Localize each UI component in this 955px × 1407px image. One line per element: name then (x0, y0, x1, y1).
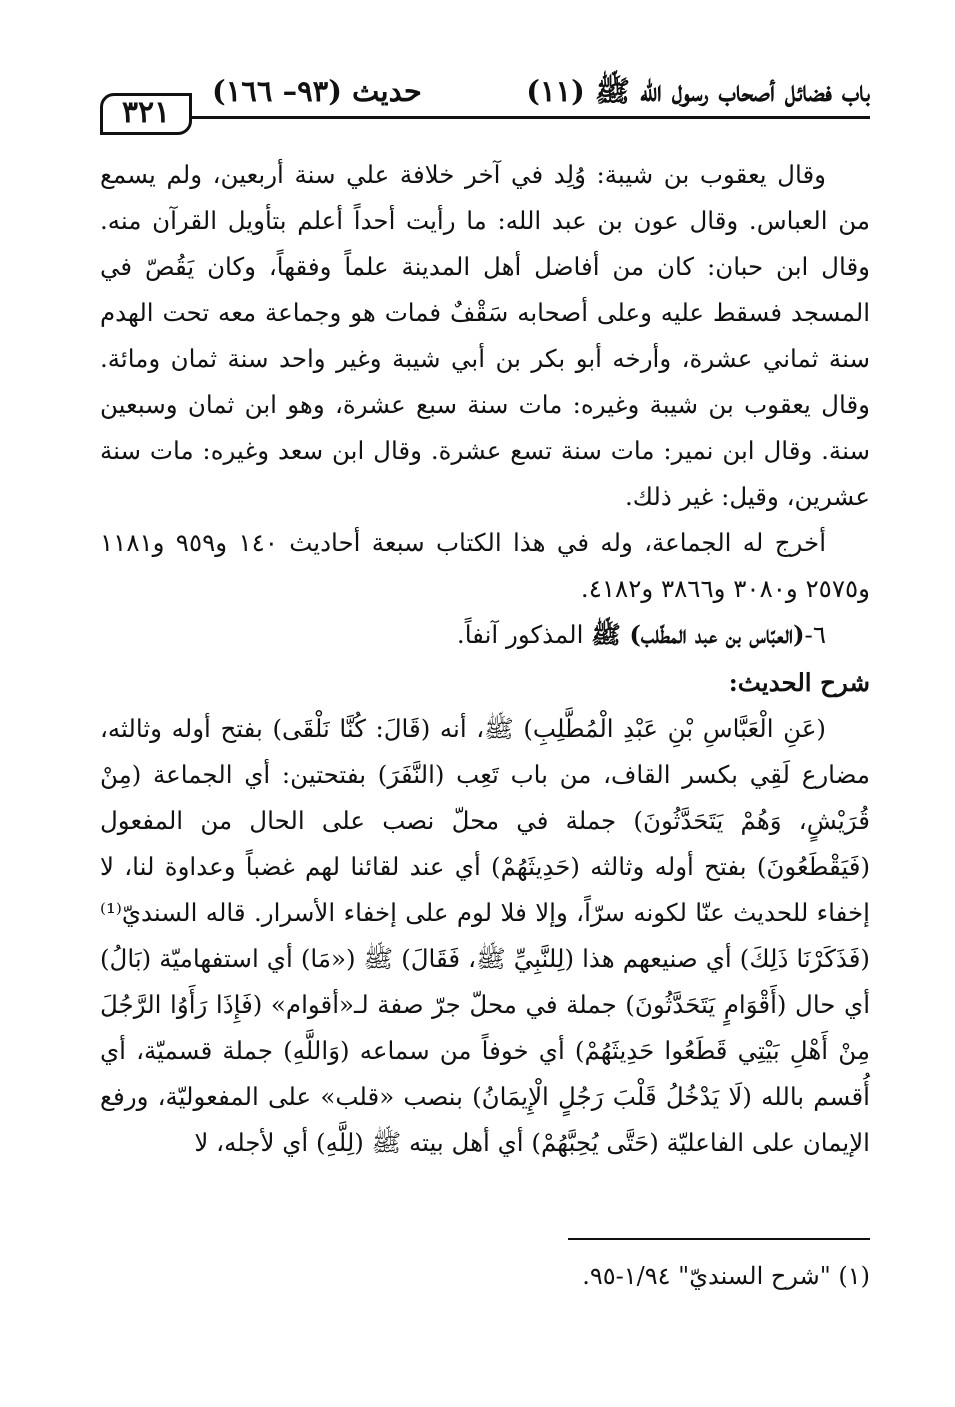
footnote-rule (568, 1238, 870, 1240)
narrator-entry-note: المذكور آنفاً. (456, 620, 592, 649)
narrator-entry-number: ٦- (804, 620, 826, 649)
header-rule (176, 116, 870, 119)
narrator-entry-name: (العبّاس بن عبد المطّلب) ﷺ (591, 620, 805, 649)
narrator-biography-paragraph: وقال يعقوب بن شيبة: وُلِد في آخر خلافة علي سنة أربعين، ولم يسمع من العباس. وقال عون بن عبد الله: ما رأيت أحداً أعلم بتأويل القرآن منه. وقال ابن حبان: كان من أفاضل أهل المدينة علماً وفقهاً، وكان يَقُصّ في المسجد فسقط عليه وعلى أصحابه سَقْفٌ فمات هو وجماعة معه تحت الهدم سنة ثماني عشرة، وأرخه أبو بكر بن أبي شيبة وغير واحد سنة ثمان ومائة. وقال يعقوب بن شيبة وغيره: مات سنة سبع عشرة، وهو ابن ثمان وسبعين سنة. وقال ابن نمير: مات سنة تسع عشرة. وقال ابن سعد وغيره: مات سنة عشرين، وقيل: غير ذلك. (100, 160, 870, 511)
page-header (100, 66, 870, 130)
commentary-paragraph: (عَنِ الْعَبَّاسِ بْنِ عَبْدِ الْمُطَّلِبِ) ﷺ، أنه (قَالَ: كُنَّا نَلْقَى) بفتح أوله وثالثه، مضارع لَقِي بكسر القاف، من باب تَعِب (النَّفَرَ) بفتحتين: أي الجماعة (مِنْ قُرَيْشٍ، وَهُمْ يَتَحَدَّثُونَ) جملة في محلّ نصب على الحال من المفعول (فَيَقْطَعُونَ) بفتح أوله وثالثه (حَدِيثَهُمْ) أي عند لقائنا لهم غضباً وعداوة لنا، لا إخفاء للحديث عنّا لكونه سرّاً، وإلا فلا لوم على إخفاء الأسرار. قاله السنديّ⁽¹⁾ (فَذَكَرْنَا ذَلِكَ) أي صنيعهم هذا (لِلنَّبِيِّ ﷺ، فَقَالَ) ﷺ («مَا) أي استفهاميّة (بَالُ) أي حال (أَقْوَامٍ يَتَحَدَّثُونَ) جملة في محلّ جرّ صفة لـ«أقوام» (فَإِذَا رَأَوُا الرَّجُلَ مِنْ أَهْلِ بَيْتِي قَطَعُوا حَدِيثَهُمْ) أي خوفاً من سماعه (وَاللَّهِ) جملة قسميّة، أي أُقسم بالله (لَا يَدْخُلُ قَلْبَ رَجُلٍ الْإِيمَانُ) بنصب «قلب» على المفعوليّة، ورفع الإيمان على الفاعليّة (حَتَّى يُحِبَّهُمْ) أي أهل بيته ﷺ (لِلَّهِ) أي لأجله، لا (100, 714, 870, 1157)
narrations-count-paragraph: أخرج له الجماعة، وله في هذا الكتاب سبعة أحاديث ١٤٠ و٩٥٩ و١١٨١ و٢٥٧٥ و٣٠٨٠ و٣٨٦٦ و٤١٨٢. (100, 528, 870, 603)
main-text (100, 152, 870, 1166)
narrator-entry (100, 612, 870, 658)
section-heading: شرح الحديث: (728, 668, 870, 697)
page-number: ٣٢١ (100, 93, 192, 135)
hadith-range: حديث (٩٣– ١٦٦) (212, 74, 422, 108)
chapter-title: (١١) باب فضائل أصحاب رسول الله ﷺ (526, 74, 870, 108)
footnote: (١) "شرح السنديّ" ١/٩٤-٩٥. (582, 1262, 870, 1290)
